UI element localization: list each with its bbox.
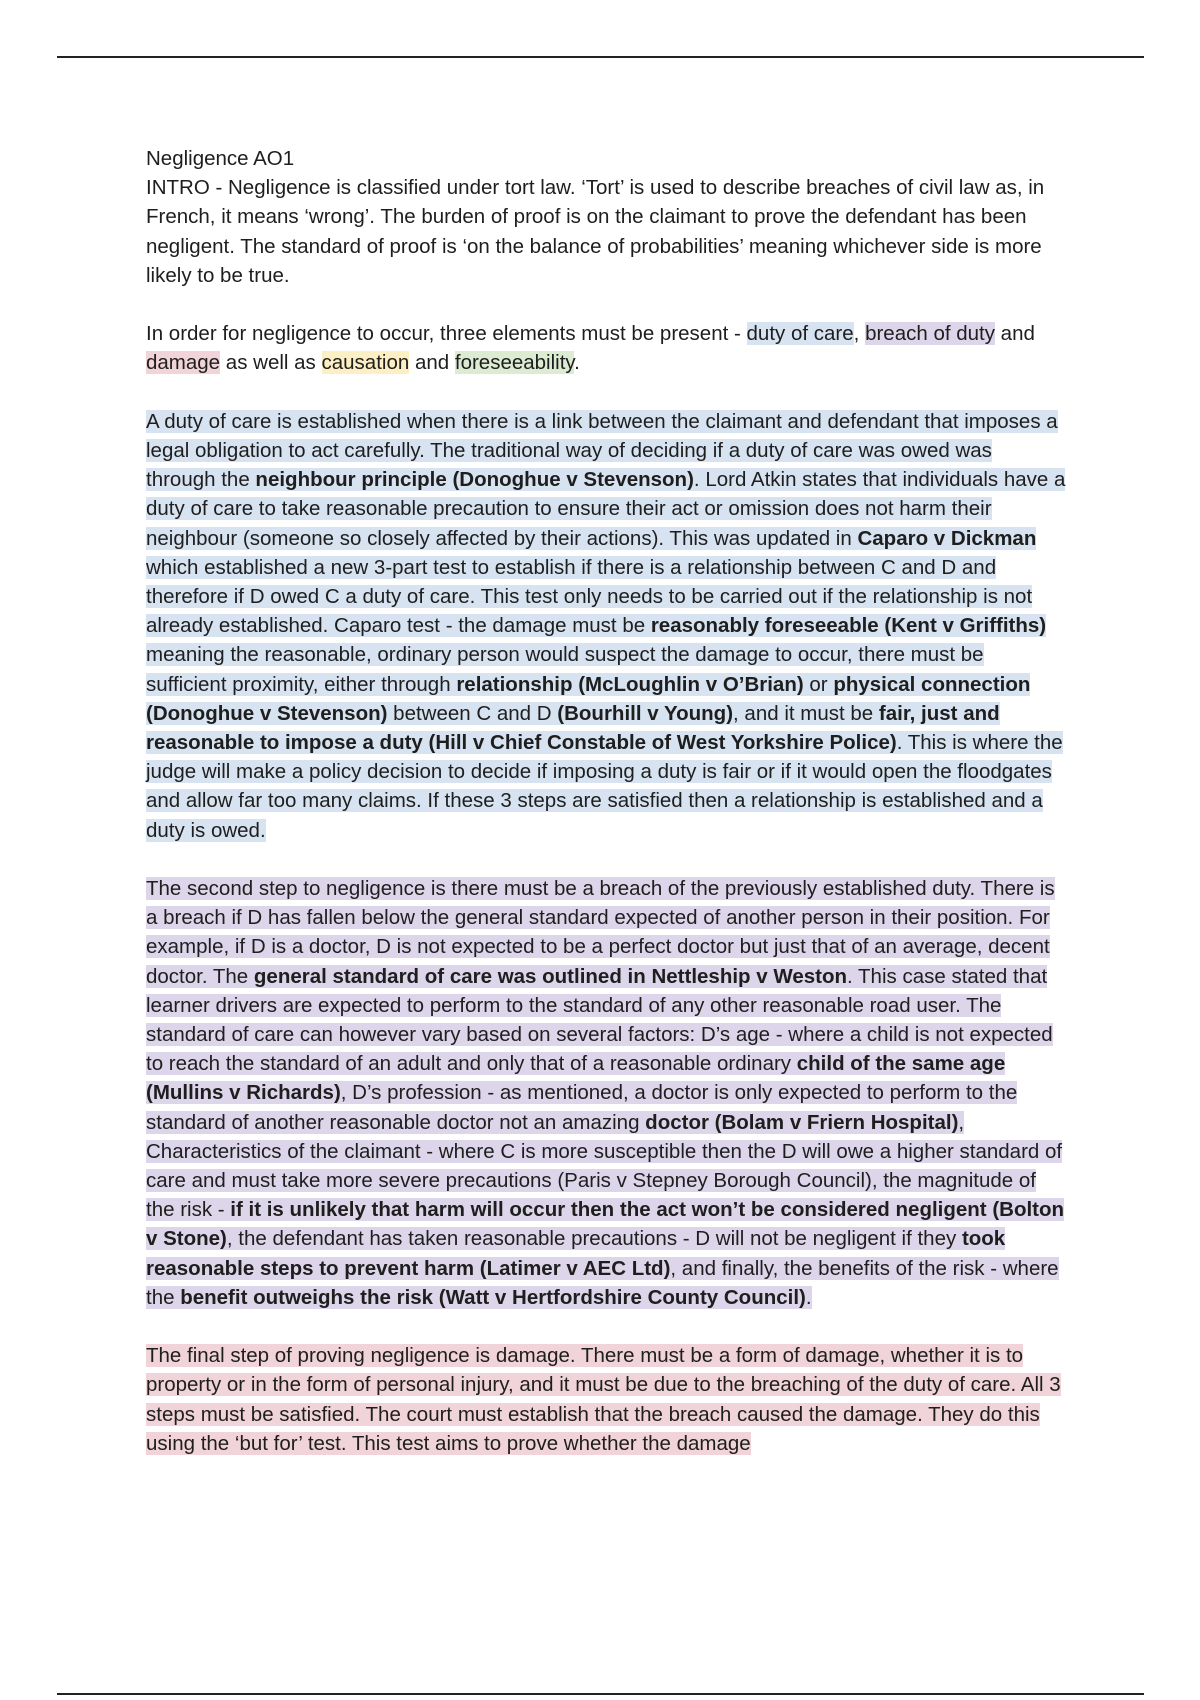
breach-text: The second step to negligence is there must be a breach of the previously established duty. There is a breach if D has fallen below the general standard expected of another person in their position. For example, if D is a doctor, D is not expected to be a perfect doctor but just that of an average, decent doctor. The [146, 877, 1055, 988]
breach-text: , the defendant has taken reasonable precautions - D will not be negligent if they [226, 1227, 962, 1251]
case-latimer: took reasonable steps to prevent harm (Latimer v AEC Ltd) [146, 1227, 1006, 1280]
breach-of-duty-highlight: breach of duty [865, 322, 995, 346]
breach-text: . [805, 1285, 812, 1309]
breach-text: , and finally, the benefits of the risk - where the [146, 1256, 1059, 1309]
case-kent-v-griffiths: reasonably foreseeable (Kent v Griffiths) [650, 614, 1047, 638]
duty-text: which established a new 3-part test to establish if there is a relationship between C and D and therefore if D owed C a duty of care. This test only needs to be carried out if the relationship is not already established. Caparo test - the damage must be [146, 555, 1033, 638]
case-bourhill: (Bourhill v Young) [557, 701, 734, 725]
elements-lead: In order for negligence to occur, three elements must be present - [146, 322, 747, 346]
duty-text: between C and D [387, 701, 558, 725]
document-heading: Negligence AO1 [146, 147, 295, 170]
elements-sep: , [853, 322, 866, 346]
case-nettleship: general standard of care was outlined in Nettleship v Weston [253, 964, 847, 988]
duty-text: meaning the reasonable, ordinary person would suspect the damage to occur, there must be sufficient proximity, either through [146, 643, 984, 696]
breach-text: , D’s profession - as mentioned, a doctor is only expected to perform to the standard of another reasonable doctor not an amazing [146, 1081, 1018, 1134]
damage-paragraph [146, 1341, 1066, 1458]
elements-paragraph [146, 319, 1066, 377]
case-caparo: Caparo v Dickman [857, 526, 1037, 550]
foreseeability-highlight: foreseeability [454, 351, 575, 375]
case-neighbour-principle: neighbour principle (Donoghue v Stevenson) [255, 468, 694, 492]
duty-of-care-paragraph [146, 407, 1066, 845]
elements-sep: . [574, 351, 580, 375]
case-mullins: child of the same age (Mullins v Richards) [146, 1052, 1006, 1105]
causation-highlight: causation [321, 351, 410, 375]
case-bolton: if it is unlikely that harm will occur then the act won’t be considered negligent (Bolton v Stone) [146, 1198, 1065, 1251]
page-bottom-rule [57, 1693, 1144, 1695]
case-donoghue: physical connection (Donoghue v Stevenson) [146, 672, 1031, 725]
case-mcloughlin: relationship (McLoughlin v O’Brian) [456, 672, 804, 696]
duty-text: . This is where the judge will make a policy decision to decide if imposing a duty is fair or if it would open the floodgates and allow far too many claims. If these 3 steps are satisfied then a relationship is established and a duty is owed. [146, 731, 1063, 842]
document-body [146, 144, 1066, 1458]
intro-paragraph: INTRO - Negligence is classified under tort law. ‘Tort’ is used to describe breaches of civil law as, in French, it means ‘wrong’. The burden of proof is on the claimant to prove the defendant has been negligent. The standard of proof is ‘on the balance of probabilities’ meaning whichever side is more likely to be true. [146, 176, 1045, 287]
page-top-rule [57, 56, 1144, 58]
duty-text: A duty of care is established when there is a link between the claimant and defendant that imposes a legal obligation to act carefully. The traditional way of deciding if a duty of care was owed was through the [146, 409, 1058, 492]
damage-highlight: damage [146, 351, 221, 375]
duty-text: or [803, 672, 834, 696]
elements-sep: and [409, 351, 455, 375]
case-hill: fair, just and reasonable to impose a duty (Hill v Chief Constable of West Yorkshire Police) [146, 701, 1000, 755]
elements-sep: as well as [220, 351, 322, 375]
breach-text: , Characteristics of the claimant - where C is more susceptible then the D will owe a higher standard of care and must take more severe precautions (Paris v Stepney Borough Council), the magnitude of the risk - [146, 1110, 1063, 1222]
case-watt: benefit outweighs the risk (Watt v Hertfordshire County Council) [180, 1285, 806, 1309]
elements-sep: and [994, 322, 1035, 346]
duty-text: . Lord Atkin states that individuals have a duty of care to take reasonable precaution to ensure their act or omission does not harm their neighbour (someone so closely affected by their actions). This was updated in [146, 468, 1066, 550]
duty-text: , and it must be [733, 701, 879, 725]
duty-of-care-highlight: duty of care [746, 322, 854, 346]
case-bolam: doctor (Bolam v Friern Hospital) [645, 1110, 959, 1134]
breach-of-duty-paragraph [146, 874, 1066, 1312]
damage-text: The final step of proving negligence is damage. There must be a form of damage, whether it is to property or in the form of personal injury, and it must be due to the breaching of the duty of care. All 3 steps must be satisfied. The court must establish that the breach caused the damage. They do this using the ‘but for’ test. This test aims to prove whether the damage [146, 1344, 1061, 1455]
breach-text: . This case stated that learner drivers are expected to perform to the standard of any other reasonable road user. The standard of care can however vary based on several factors: D’s age - where a child is not expected to reach the standard of an adult and only that of a reasonable ordinary [146, 964, 1053, 1076]
